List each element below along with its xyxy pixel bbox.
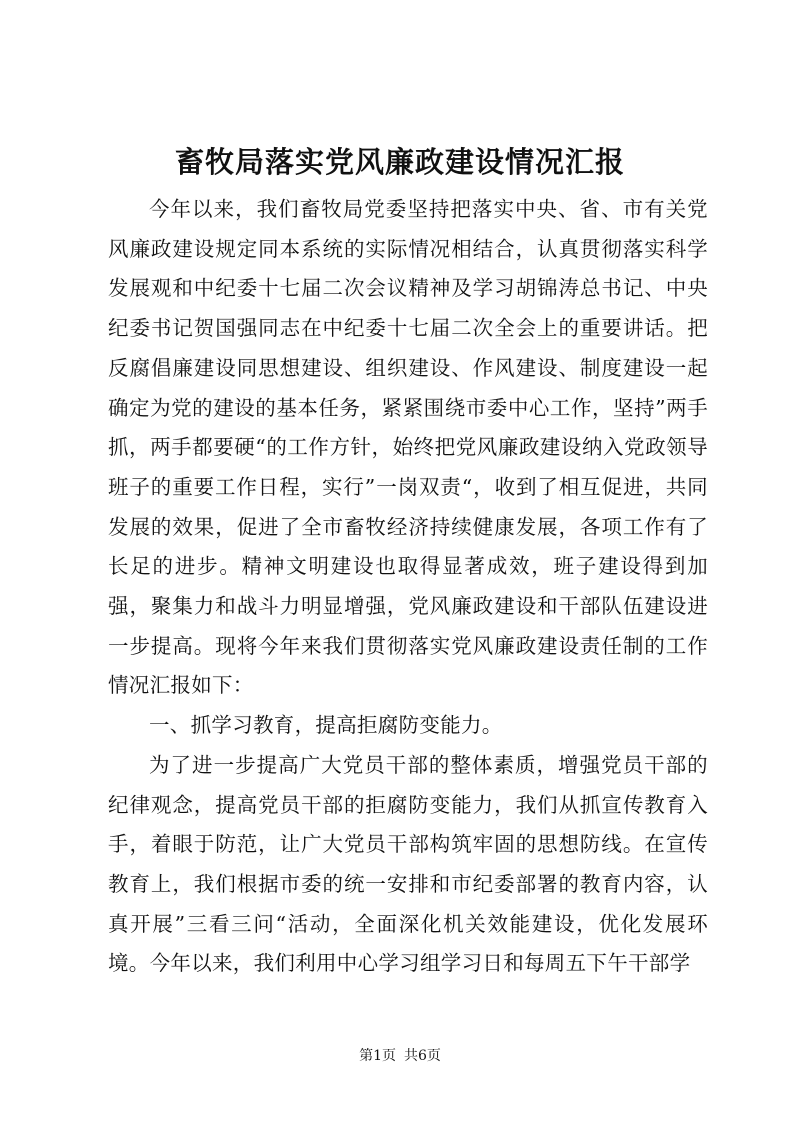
page-number: 第1页 bbox=[359, 1048, 396, 1064]
body-paragraph: 今年以来，我们畜牧局党委坚持把落实中央、省、市有关党风廉政建设规定同本系统的实际情况相结合，认真贯彻落实科学发展观和中纪委十七届二次会议精神及学习胡锦涛总书记、中央纪委书记贺国强同志在中纪委十七届二次全会上的重要讲话。把反腐倡廉建设同思想建设、组织建设、作风建设、制度建设一起确定为党的建设的基本任务，紧紧围绕市委中心工作，坚持”两手抓，两手都要硬“的工作方针，始终把党风廉政建设纳入党政领导班子的重要工作日程，实行”一岗双责“，收到了相互促进，共同发展的效果，促进了全市畜牧经济持续健康发展，各项工作有了长足的进步。精神文明建设也取得显著成效，班子建设得到加强，聚集力和战斗力明显增强，党风廉政建设和干部队伍建设进一步提高。现将今年来我们贯彻落实党风廉政建设责任制的工作情况汇报如下： bbox=[108, 197, 708, 698]
total-pages: 共6页 bbox=[404, 1048, 441, 1064]
document-title: 畜牧局落实党风廉政建设情况汇报 bbox=[174, 145, 625, 179]
section-heading: 一、抓学习教育，提高拒腐防变能力。 bbox=[149, 713, 503, 738]
document-body bbox=[108, 190, 708, 984]
body-paragraph: 为了进一步提高广大党员干部的整体素质，增强党员干部的纪律观念，提高党员干部的拒腐防变能力，我们从抓宣传教育入手，着眼于防范，让广大党员干部构筑牢固的思想防线。在宣传教育上，我们根据市委的统一安排和市纪委部署的教育内容，认真开展”三看三问“活动，全面深化机关效能建设，优化发展环境。今年以来，我们利用中心学习组学习日和每周五下午干部学 bbox=[108, 752, 708, 976]
page-footer bbox=[0, 1046, 800, 1066]
